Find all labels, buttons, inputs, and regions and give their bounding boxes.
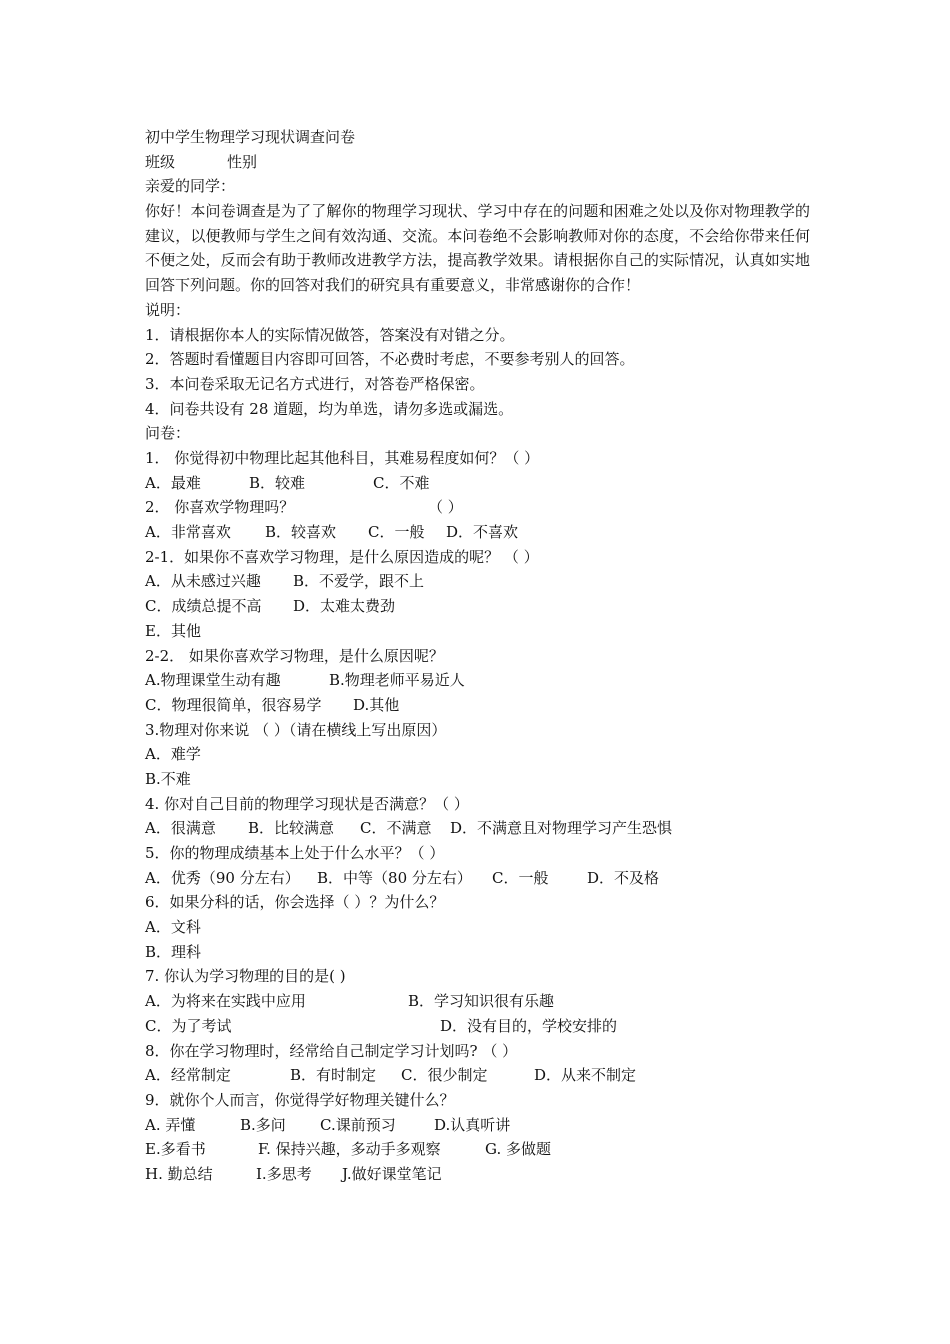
option-d: D．没有目的，学校安排的 <box>440 1016 618 1035</box>
option-b: B.多问 <box>240 1115 286 1134</box>
option-a: A．最难 <box>145 473 201 492</box>
greeting: 亲爱的同学： <box>145 177 236 196</box>
option-a: A．非常喜欢 <box>145 523 231 542</box>
option-d: D．不及格 <box>587 868 660 887</box>
option-j: J.做好课堂笔记 <box>342 1164 442 1183</box>
question-6: 6．如果分科的话，你会选择（ ）？为什么？ <box>145 893 445 912</box>
option-b: B．理科 <box>145 942 202 961</box>
option-d: D．不喜欢 <box>446 523 519 542</box>
option-c: C．不满意 <box>360 819 432 838</box>
question-7-options-row1 <box>145 989 810 1014</box>
question-9-options-row3 <box>145 1162 810 1187</box>
questionnaire-body <box>145 125 810 1187</box>
question-2-1-options-row2 <box>145 594 810 619</box>
option-b: B.不难 <box>145 769 191 788</box>
question-2-options <box>145 520 810 545</box>
option-b: B．较喜欢 <box>265 523 337 542</box>
option-g: G. 多做题 <box>485 1140 551 1159</box>
option-b: B．学习知识很有乐趣 <box>408 992 555 1011</box>
option-d: D.认真听讲 <box>434 1115 511 1134</box>
option-b: B．较难 <box>249 473 306 492</box>
question-7: 7. 你认为学习物理的目的是( ) <box>145 967 346 986</box>
question-5: 5．你的物理成绩基本上处于什么水平？（ ） <box>145 844 445 862</box>
question-1-options <box>145 471 810 496</box>
option-a: A．从未感过兴趣 <box>145 572 261 591</box>
option-a: A．经常制定 <box>145 1066 231 1085</box>
option-b: B．中等（80 分左右） <box>317 868 472 887</box>
option-a: A．文科 <box>145 918 201 937</box>
option-a: A. 弄懂 <box>145 1115 196 1134</box>
question-2 <box>145 495 810 520</box>
question-2-2-options-row1 <box>145 668 810 693</box>
option-c: C．物理很简单，很容易学 <box>145 695 322 714</box>
class-label: 班级 <box>145 152 176 171</box>
document-title: 初中学生物理学习现状调查问卷 <box>145 128 356 146</box>
question-2-2-options-row2 <box>145 693 810 718</box>
notes-heading: 说明： <box>145 300 191 319</box>
option-d: D．不满意且对物理学习产生恐惧 <box>450 819 673 838</box>
option-b: B.物理老师平易近人 <box>329 671 465 690</box>
question-5-options <box>145 866 810 891</box>
option-i: I.多思考 <box>256 1164 312 1183</box>
question-7-options-row2 <box>145 1014 810 1039</box>
note-item: 1．请根据你本人的实际情况做答，答案没有对错之分。 <box>145 325 515 344</box>
option-c: C．一般 <box>368 523 425 542</box>
option-a: A．优秀（90 分左右） <box>145 868 300 887</box>
question-2-1: 2-1．如果你不喜欢学习物理，是什么原因造成的呢？ （ ） <box>145 547 539 566</box>
question-8-options <box>145 1063 810 1088</box>
option-c: C.课前预习 <box>320 1115 396 1134</box>
question-9: 9．就你个人而言，你觉得学好物理关键什么？ <box>145 1090 455 1109</box>
question-1: 1． 你觉得初中物理比起其他科目，其难易程度如何？（ ） <box>145 449 540 467</box>
class-gender-line <box>145 150 810 175</box>
question-2-2: 2-2． 如果你喜欢学习物理，是什么原因呢？ <box>145 646 444 665</box>
note-item: 2．答题时看懂题目内容即可回答，不必费时考虑，不要参考别人的回答。 <box>145 350 635 369</box>
survey-heading: 问卷： <box>145 424 191 443</box>
option-a: A.物理课堂生动有趣 <box>145 671 281 690</box>
gender-label: 性别 <box>227 152 258 171</box>
option-c: C．成绩总提不高 <box>145 597 262 616</box>
question-4-options <box>145 816 810 841</box>
question-4: 4. 你对自己目前的物理学习现状是否满意？（ ） <box>145 794 469 813</box>
option-b: B．不爱学，跟不上 <box>293 572 425 591</box>
option-f: F. 保持兴趣，多动手多观察 <box>258 1140 441 1159</box>
intro-paragraph: 你好！本问卷调查是为了了解你的物理学习现状、学习中存在的问题和困难之处以及你对物理教学的建议，以便教师与学生之间有效沟通、交流。本问卷绝不会影响教师对你的态度，不会给你带来任何不便之处，反而会有助于教师改进教学方法，提高教学效果。请根据你自己的实际情况，认真如实地回答下列问题。你的回答对我们的研究具有重要意义，非常感谢你的合作！ <box>145 202 810 295</box>
option-d: D．太难太费劲 <box>293 597 396 616</box>
option-a: A．难学 <box>145 745 201 764</box>
question-2-1-options-row1 <box>145 569 810 594</box>
option-d: D.其他 <box>353 695 400 714</box>
question-8: 8．你在学习物理时，经常给自己制定学习计划吗? （ ） <box>145 1041 518 1060</box>
option-h: H. 勤总结 <box>145 1164 213 1183</box>
note-item: 4．问卷共设有 28 道题，均为单选，请勿多选或漏选。 <box>145 399 514 418</box>
option-e: E.多看书 <box>145 1140 206 1159</box>
option-d: D．从来不制定 <box>534 1066 637 1085</box>
option-b: B．有时制定 <box>290 1066 377 1085</box>
question-3: 3.物理对你来说 （ ）（请在横线上写出原因） <box>145 720 447 739</box>
option-b: B．比较满意 <box>248 819 335 838</box>
question-9-options-row1 <box>145 1113 810 1138</box>
option-a: A．为将来在实践中应用 <box>145 992 306 1011</box>
option-c: C．为了考试 <box>145 1016 232 1035</box>
question-9-options-row2 <box>145 1137 810 1162</box>
answer-blank: （ ） <box>428 498 463 517</box>
option-e: E．其他 <box>145 621 201 640</box>
question-2-text: 2． 你喜欢学物理吗？ <box>145 498 295 517</box>
option-a: A．很满意 <box>145 819 216 838</box>
option-c: C．很少制定 <box>401 1066 488 1085</box>
option-c: C．一般 <box>492 868 549 887</box>
note-item: 3．本问卷采取无记名方式进行，对答卷严格保密。 <box>145 374 485 393</box>
option-c: C．不难 <box>373 473 430 492</box>
